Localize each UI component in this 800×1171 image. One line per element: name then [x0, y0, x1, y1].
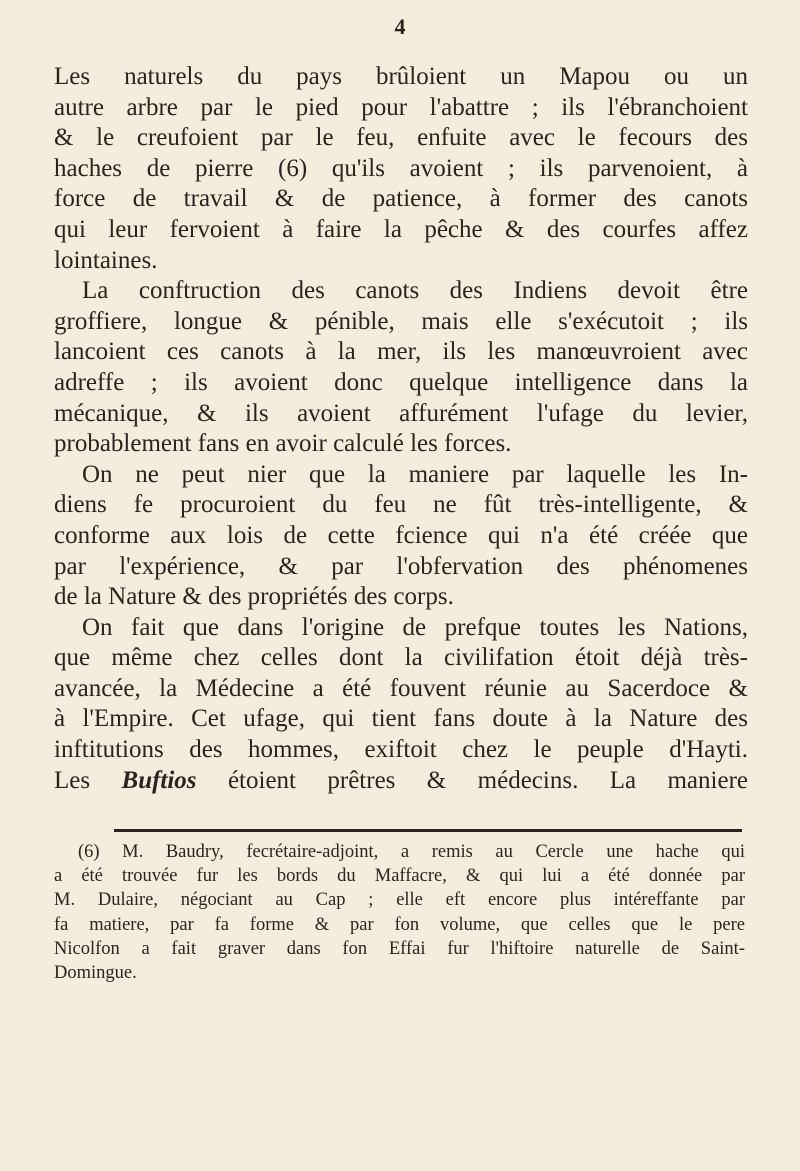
body-line: On fait que dans l'origine de prefque toutes les Nations, [82, 613, 748, 641]
body-line: avancée, la Médecine a été fouvent réunie au Sacerdoce & [54, 674, 748, 702]
body-line: probablement fans en avoir calculé les forces. [54, 430, 512, 458]
body-line: lancoient ces canots à la mer, ils les manœuvroient avec [54, 338, 748, 366]
body-line: mécanique, & ils avoient affurément l'ufage du levier, [54, 399, 748, 427]
footnote-line: fa matiere, par fa forme & par fon volume, que celles que le pere [54, 914, 745, 935]
body-line: haches de pierre (6) qu'ils avoient ; ils parvenoient, à [54, 154, 748, 182]
body-line: par l'expérience, & par l'obfervation des phénomenes [54, 552, 748, 580]
footnote-divider [114, 829, 742, 832]
body-line: adreffe ; ils avoient donc quelque intelligence dans la [54, 368, 748, 396]
text: étoient prêtres & médecins. La maniere [196, 766, 748, 794]
body-line: Les naturels du pays brûloient un Mapou ou un [54, 63, 748, 90]
text: Les [54, 766, 122, 794]
body-line: force de travail & de patience, à former des canots [54, 185, 748, 213]
body-text [54, 62, 748, 796]
body-line: diens fe procuroient du feu ne fût très-intelligente, & [54, 491, 748, 519]
body-line: lointaines. [54, 246, 158, 274]
body-line: à l'Empire. Cet ufage, qui tient fans doute à la Nature des [54, 705, 748, 733]
footnote-line: Domingue. [54, 962, 137, 983]
footnote-line: M. Dulaire, négociant au Cap ; elle eft encore plus intéreffante par [54, 890, 745, 911]
body-line: qui leur fervoient à faire la pêche & des courfes affez [54, 215, 748, 243]
body-line: de la Nature & des propriétés des corps. [54, 583, 454, 611]
body-line: que même chez celles dont la civilifation étoit déjà très- [54, 644, 748, 672]
body-line: La conftruction des canots des Indiens devoit être [82, 277, 748, 305]
footnote-line: Nicolfon a fait graver dans fon Effai fur l'hiftoire naturelle de Saint- [54, 938, 745, 959]
body-line: On ne peut nier que la maniere par laquelle les In- [82, 460, 748, 488]
body-line: & le creufoient par le feu, enfuite avec le fecours des [54, 124, 748, 152]
body-line: autre arbre par le pied pour l'abattre ; ils l'ébranchoient [54, 93, 748, 121]
body-line: conforme aux lois de cette fcience qui n'a été créée que [54, 521, 748, 549]
italic-term: Buftios [121, 766, 197, 794]
body-line-last [54, 766, 748, 797]
body-line: groffiere, longue & pénible, mais elle s'exécutoit ; ils [54, 307, 748, 335]
footnote-line: (6) M. Baudry, fecrétaire-adjoint, a remis au Cercle une hache qui [78, 842, 745, 862]
footnote [54, 840, 745, 985]
footnote-line: a été trouvée fur les bords du Maffacre, & qui lui a été donnée par [54, 866, 745, 887]
body-line: inftitutions des hommes, exiftoit chez le peuple d'Hayti. [54, 736, 748, 764]
page-number: 4 [394, 14, 406, 39]
